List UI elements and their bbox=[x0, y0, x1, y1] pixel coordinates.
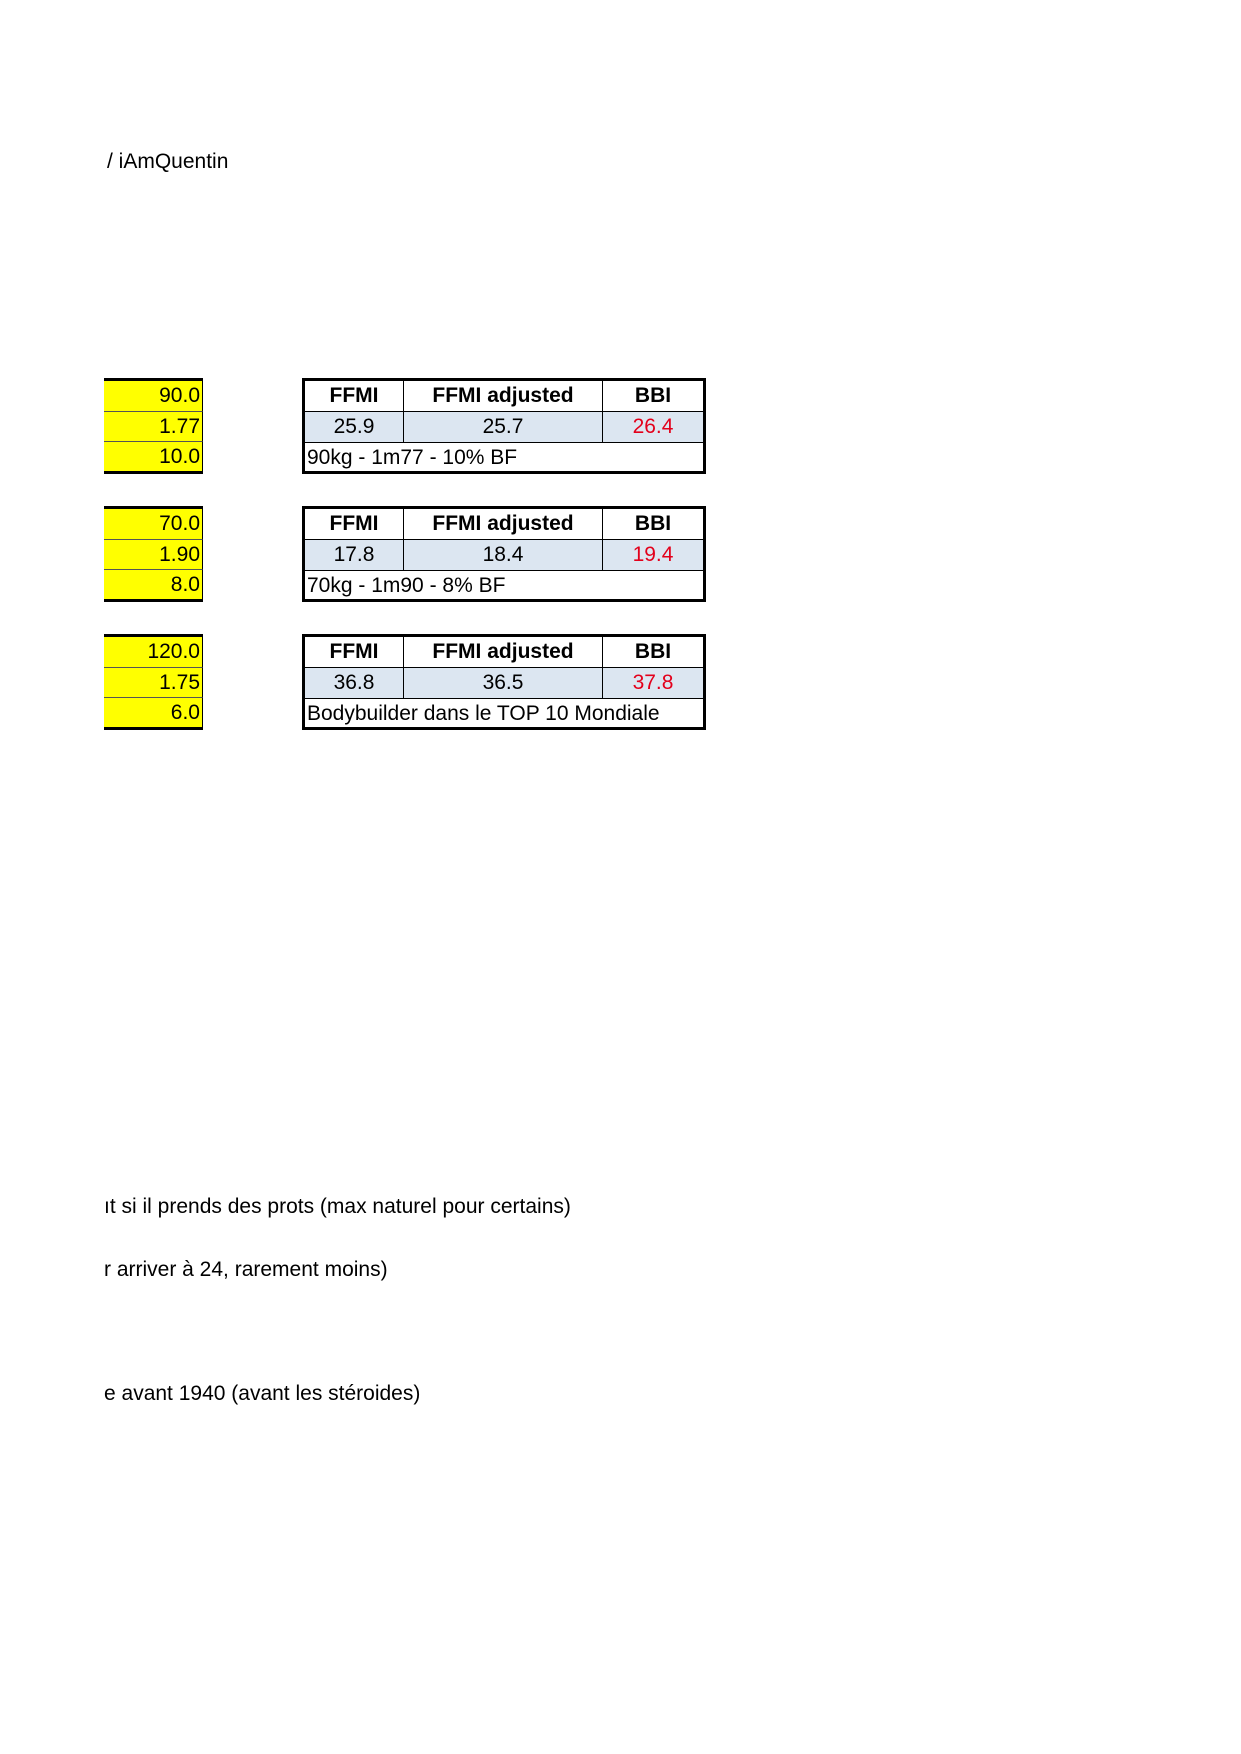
bbi-value: 37.8 bbox=[632, 671, 674, 694]
ffmi-adjusted-header: FFMI adjusted bbox=[404, 509, 603, 539]
input-cells bbox=[104, 506, 203, 602]
results-value-row bbox=[305, 668, 703, 699]
bbi-header: BBI bbox=[634, 640, 672, 663]
bodyfat-cell[interactable]: 8.0 bbox=[104, 569, 203, 599]
note-line-2: r arriver à 24, rarement moins) bbox=[104, 1258, 388, 1281]
input-cells bbox=[104, 378, 203, 474]
bodyfat-cell[interactable]: 6.0 bbox=[104, 697, 203, 727]
bbi-value: 26.4 bbox=[632, 415, 674, 438]
results-header-row bbox=[305, 637, 703, 668]
ffmi-adjusted-value: 18.4 bbox=[404, 540, 603, 570]
ffmi-adjusted-header: FFMI adjusted bbox=[404, 637, 603, 667]
example-label: 90kg - 1m77 - 10% BF bbox=[307, 446, 518, 469]
results-header-row bbox=[305, 509, 703, 540]
results-table bbox=[302, 506, 706, 602]
height-cell[interactable]: 1.90 bbox=[104, 539, 203, 569]
ffmi-adjusted-header: FFMI adjusted bbox=[404, 381, 603, 411]
results-table bbox=[302, 378, 706, 474]
example-label: Bodybuilder dans le TOP 10 Mondiale bbox=[307, 702, 660, 725]
bbi-value: 19.4 bbox=[632, 543, 674, 566]
ffmi-adjusted-value: 25.7 bbox=[404, 412, 603, 442]
results-value-row bbox=[305, 540, 703, 571]
example-block-3 bbox=[104, 634, 704, 730]
height-cell[interactable]: 1.77 bbox=[104, 411, 203, 441]
results-value-row bbox=[305, 412, 703, 443]
bbi-header: BBI bbox=[634, 512, 672, 535]
bbi-header: BBI bbox=[634, 384, 672, 407]
weight-cell[interactable]: 90.0 bbox=[104, 381, 203, 411]
note-line-1: ıt si il prends des prots (max naturel pour certains) bbox=[104, 1195, 571, 1218]
height-cell[interactable]: 1.75 bbox=[104, 667, 203, 697]
example-label: 70kg - 1m90 - 8% BF bbox=[307, 574, 506, 597]
ffmi-header: FFMI bbox=[305, 381, 404, 411]
author-credit: / iAmQuentin bbox=[107, 150, 229, 173]
results-table bbox=[302, 634, 706, 730]
results-header-row bbox=[305, 381, 703, 412]
example-block-2 bbox=[104, 506, 704, 602]
weight-cell[interactable]: 120.0 bbox=[104, 637, 203, 667]
ffmi-header: FFMI bbox=[305, 637, 404, 667]
ffmi-value: 17.8 bbox=[305, 540, 404, 570]
ffmi-value: 36.8 bbox=[305, 668, 404, 698]
note-line-3: e avant 1940 (avant les stéroides) bbox=[104, 1382, 421, 1405]
ffmi-value: 25.9 bbox=[305, 412, 404, 442]
example-block-1 bbox=[104, 378, 704, 474]
ffmi-header: FFMI bbox=[305, 509, 404, 539]
bodyfat-cell[interactable]: 10.0 bbox=[104, 441, 203, 471]
input-cells bbox=[104, 634, 203, 730]
weight-cell[interactable]: 70.0 bbox=[104, 509, 203, 539]
ffmi-adjusted-value: 36.5 bbox=[404, 668, 603, 698]
